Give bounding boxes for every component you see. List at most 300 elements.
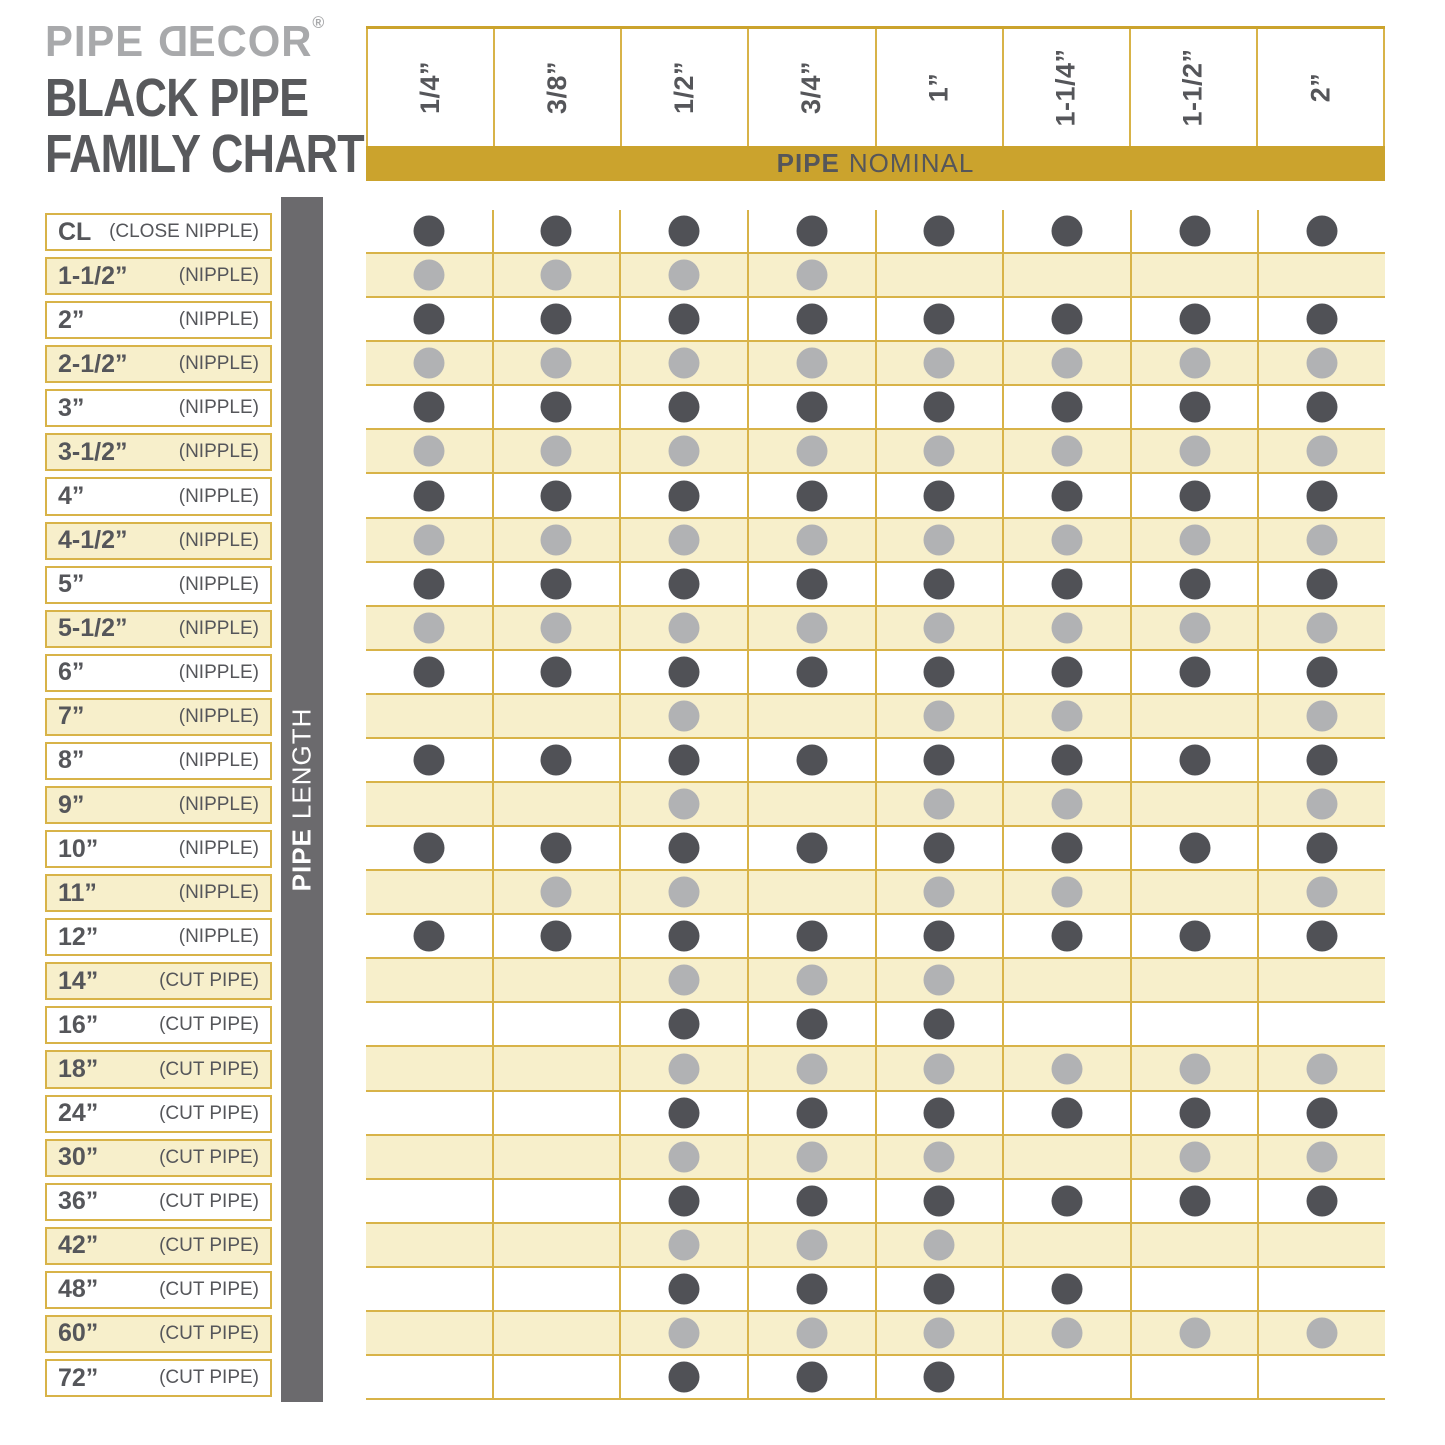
availability-dot bbox=[669, 1317, 700, 1348]
availability-dot bbox=[413, 833, 444, 864]
grid-cell-5-4 bbox=[877, 430, 1005, 472]
grid-cell-9-6 bbox=[1132, 607, 1260, 649]
row-kind-label: (NIPPLE) bbox=[178, 705, 259, 727]
grid-cell-24-6 bbox=[1132, 1268, 1260, 1310]
availability-dot bbox=[1307, 392, 1338, 423]
grid-cell-19-0 bbox=[366, 1047, 494, 1089]
row-length-label: 14” bbox=[58, 966, 99, 995]
row-kind-label: (CUT PIPE) bbox=[159, 1102, 259, 1124]
grid-cell-25-4 bbox=[877, 1312, 1005, 1354]
availability-dot bbox=[669, 833, 700, 864]
grid-row-12 bbox=[366, 739, 1385, 783]
grid-cell-22-4 bbox=[877, 1180, 1005, 1222]
row-label-slot bbox=[45, 1356, 272, 1400]
row-length-label: 12” bbox=[58, 922, 99, 951]
availability-dot bbox=[1051, 1053, 1082, 1084]
availability-dot bbox=[924, 392, 955, 423]
column-header-0 bbox=[366, 29, 493, 146]
grid-cell-11-0 bbox=[366, 695, 494, 737]
grid-cell-21-4 bbox=[877, 1136, 1005, 1178]
column-header-6 bbox=[1129, 29, 1256, 146]
availability-dot bbox=[669, 216, 700, 247]
row-label-slot bbox=[45, 474, 272, 518]
grid-cell-18-3 bbox=[749, 1003, 877, 1045]
row-label-slot bbox=[45, 342, 272, 386]
availability-dot bbox=[541, 744, 572, 775]
availability-dot bbox=[413, 480, 444, 511]
availability-dot bbox=[924, 612, 955, 643]
grid-cell-6-1 bbox=[494, 474, 622, 516]
grid-cell-20-4 bbox=[877, 1092, 1005, 1134]
row-length-label: 3-1/2” bbox=[58, 437, 128, 466]
grid-cell-18-1 bbox=[494, 1003, 622, 1045]
availability-dot bbox=[924, 1141, 955, 1172]
availability-dot bbox=[924, 304, 955, 335]
availability-dot bbox=[1051, 1185, 1082, 1216]
grid-row-13 bbox=[366, 783, 1385, 827]
availability-dot bbox=[1051, 1273, 1082, 1304]
availability-dot bbox=[1051, 216, 1082, 247]
availability-dot bbox=[924, 568, 955, 599]
grid-cell-25-6 bbox=[1132, 1312, 1260, 1354]
availability-dot bbox=[1307, 833, 1338, 864]
availability-dot bbox=[541, 260, 572, 291]
grid-cell-21-6 bbox=[1132, 1136, 1260, 1178]
grid-cell-23-6 bbox=[1132, 1224, 1260, 1266]
availability-dot bbox=[1051, 348, 1082, 379]
row-kind-label: (CUT PIPE) bbox=[159, 1146, 259, 1168]
availability-dot bbox=[1307, 568, 1338, 599]
row-label-slot bbox=[45, 783, 272, 827]
grid-cell-21-5 bbox=[1004, 1136, 1132, 1178]
row-label-slot bbox=[45, 871, 272, 915]
row-kind-label: (NIPPLE) bbox=[178, 794, 259, 816]
grid-row-15 bbox=[366, 871, 1385, 915]
row-length-label: 3” bbox=[58, 393, 85, 422]
grid-cell-24-3 bbox=[749, 1268, 877, 1310]
grid-cell-12-3 bbox=[749, 739, 877, 781]
grid-cell-2-7 bbox=[1259, 298, 1385, 340]
row-label-slot bbox=[45, 651, 272, 695]
availability-dot bbox=[541, 304, 572, 335]
row-label-23 bbox=[45, 1227, 272, 1265]
row-label-slot bbox=[45, 607, 272, 651]
availability-dot bbox=[1307, 877, 1338, 908]
grid-cell-22-5 bbox=[1004, 1180, 1132, 1222]
grid-row-14 bbox=[366, 827, 1385, 871]
row-length-label: 10” bbox=[58, 834, 99, 863]
availability-dot bbox=[1179, 216, 1210, 247]
grid-cell-2-4 bbox=[877, 298, 1005, 340]
pipe-nominal-band-bold: PIPE bbox=[776, 148, 840, 178]
brand-logo-mirrored-d: D bbox=[156, 17, 188, 66]
availability-dot bbox=[924, 744, 955, 775]
availability-dot bbox=[669, 789, 700, 820]
availability-dot bbox=[796, 304, 827, 335]
row-label-slot bbox=[45, 1136, 272, 1180]
grid-cell-5-1 bbox=[494, 430, 622, 472]
grid-cell-10-6 bbox=[1132, 651, 1260, 693]
grid-cell-3-5 bbox=[1004, 342, 1132, 384]
column-header-label: 2” bbox=[1304, 72, 1335, 103]
grid-row-19 bbox=[366, 1047, 1385, 1091]
grid-row-11 bbox=[366, 695, 1385, 739]
availability-dot bbox=[413, 304, 444, 335]
column-header-2 bbox=[620, 29, 747, 146]
grid-cell-7-2 bbox=[621, 519, 749, 561]
column-header-7 bbox=[1256, 29, 1385, 146]
row-label-5 bbox=[45, 433, 272, 471]
grid-cell-14-2 bbox=[621, 827, 749, 869]
grid-cell-18-4 bbox=[877, 1003, 1005, 1045]
availability-dot bbox=[1051, 700, 1082, 731]
brand-logo-text: PIPE bbox=[45, 17, 157, 66]
row-label-19 bbox=[45, 1050, 272, 1088]
row-kind-label: (NIPPLE) bbox=[178, 397, 259, 419]
grid-cell-7-1 bbox=[494, 519, 622, 561]
availability-dot bbox=[1307, 524, 1338, 555]
grid-cell-5-0 bbox=[366, 430, 494, 472]
availability-dot bbox=[796, 921, 827, 952]
row-label-slot bbox=[45, 915, 272, 959]
grid-cell-14-6 bbox=[1132, 827, 1260, 869]
grid-row-7 bbox=[366, 519, 1385, 563]
availability-dot bbox=[924, 480, 955, 511]
grid-cell-5-2 bbox=[621, 430, 749, 472]
availability-dot bbox=[541, 656, 572, 687]
row-label-25 bbox=[45, 1315, 272, 1353]
availability-dot bbox=[796, 1362, 827, 1393]
row-labels bbox=[45, 210, 272, 1400]
grid-cell-14-1 bbox=[494, 827, 622, 869]
grid-row-16 bbox=[366, 915, 1385, 959]
grid-cell-13-5 bbox=[1004, 783, 1132, 825]
grid-cell-20-7 bbox=[1259, 1092, 1385, 1134]
availability-dot bbox=[1051, 524, 1082, 555]
grid-cell-14-5 bbox=[1004, 827, 1132, 869]
row-kind-label: (NIPPLE) bbox=[178, 617, 259, 639]
availability-dot bbox=[796, 1009, 827, 1040]
grid-row-2 bbox=[366, 298, 1385, 342]
row-kind-label: (NIPPLE) bbox=[178, 265, 259, 287]
row-label-slot bbox=[45, 563, 272, 607]
grid-cell-12-0 bbox=[366, 739, 494, 781]
grid-cell-6-3 bbox=[749, 474, 877, 516]
grid-cell-21-1 bbox=[494, 1136, 622, 1178]
grid-cell-19-4 bbox=[877, 1047, 1005, 1089]
grid-cell-17-3 bbox=[749, 959, 877, 1001]
row-kind-label: (CUT PIPE) bbox=[159, 1190, 259, 1212]
grid-cell-8-3 bbox=[749, 563, 877, 605]
availability-dot bbox=[924, 833, 955, 864]
grid-cell-26-3 bbox=[749, 1356, 877, 1398]
availability-dot bbox=[669, 965, 700, 996]
grid-cell-14-0 bbox=[366, 827, 494, 869]
grid-cell-26-4 bbox=[877, 1356, 1005, 1398]
row-label-16 bbox=[45, 918, 272, 956]
grid-cell-18-6 bbox=[1132, 1003, 1260, 1045]
availability-dot bbox=[413, 568, 444, 599]
grid-cell-9-3 bbox=[749, 607, 877, 649]
pipe-length-regular: LENGTH bbox=[286, 707, 317, 820]
grid-cell-19-1 bbox=[494, 1047, 622, 1089]
grid-row-8 bbox=[366, 563, 1385, 607]
pipe-nominal-band bbox=[366, 146, 1385, 181]
row-label-4 bbox=[45, 389, 272, 427]
grid-cell-17-7 bbox=[1259, 959, 1385, 1001]
availability-dot bbox=[541, 877, 572, 908]
grid-row-0 bbox=[366, 210, 1385, 254]
availability-dot bbox=[1179, 833, 1210, 864]
grid-cell-4-1 bbox=[494, 386, 622, 428]
grid-cell-3-7 bbox=[1259, 342, 1385, 384]
column-header-label: 1-1/2” bbox=[1177, 48, 1208, 127]
availability-dot bbox=[1307, 1141, 1338, 1172]
row-kind-label: (NIPPLE) bbox=[178, 441, 259, 463]
availability-dot bbox=[669, 612, 700, 643]
grid-cell-6-0 bbox=[366, 474, 494, 516]
availability-dot bbox=[1307, 216, 1338, 247]
column-header-label: 1/4” bbox=[415, 60, 446, 115]
grid-cell-20-3 bbox=[749, 1092, 877, 1134]
availability-dot bbox=[1179, 1053, 1210, 1084]
row-kind-label: (NIPPLE) bbox=[178, 485, 259, 507]
grid-cell-7-5 bbox=[1004, 519, 1132, 561]
availability-dot bbox=[1051, 656, 1082, 687]
grid-cell-5-5 bbox=[1004, 430, 1132, 472]
row-label-24 bbox=[45, 1271, 272, 1309]
grid-cell-2-5 bbox=[1004, 298, 1132, 340]
availability-dot bbox=[796, 833, 827, 864]
availability-dot bbox=[669, 1141, 700, 1172]
grid-cell-11-6 bbox=[1132, 695, 1260, 737]
availability-dot bbox=[1051, 877, 1082, 908]
availability-dot bbox=[1051, 480, 1082, 511]
availability-dot bbox=[1307, 789, 1338, 820]
pipe-length-bar-text bbox=[287, 708, 318, 892]
grid-cell-25-1 bbox=[494, 1312, 622, 1354]
grid-cell-10-4 bbox=[877, 651, 1005, 693]
availability-dot bbox=[541, 568, 572, 599]
availability-dot bbox=[413, 348, 444, 379]
availability-dot bbox=[541, 216, 572, 247]
grid-cell-18-5 bbox=[1004, 1003, 1132, 1045]
availability-dot bbox=[924, 216, 955, 247]
availability-dot bbox=[924, 789, 955, 820]
availability-dot bbox=[1051, 568, 1082, 599]
availability-dot bbox=[1179, 348, 1210, 379]
grid-cell-0-2 bbox=[621, 210, 749, 252]
row-label-slot bbox=[45, 739, 272, 783]
grid-row-1 bbox=[366, 254, 1385, 298]
grid-cell-12-5 bbox=[1004, 739, 1132, 781]
availability-dot bbox=[541, 833, 572, 864]
availability-dot bbox=[413, 216, 444, 247]
availability-dot bbox=[1307, 1097, 1338, 1128]
availability-dot bbox=[541, 480, 572, 511]
grid-cell-17-2 bbox=[621, 959, 749, 1001]
row-length-label: 16” bbox=[58, 1010, 99, 1039]
availability-dot bbox=[796, 1273, 827, 1304]
grid-cell-0-6 bbox=[1132, 210, 1260, 252]
grid-cell-16-1 bbox=[494, 915, 622, 957]
row-length-label: 4-1/2” bbox=[58, 526, 128, 555]
availability-dot bbox=[1051, 304, 1082, 335]
availability-dot bbox=[1179, 304, 1210, 335]
row-label-slot bbox=[45, 430, 272, 474]
availability-dot bbox=[796, 1317, 827, 1348]
column-header-label: 3/8” bbox=[542, 60, 573, 115]
row-label-15 bbox=[45, 874, 272, 912]
availability-dot bbox=[1179, 524, 1210, 555]
grid-cell-4-6 bbox=[1132, 386, 1260, 428]
grid-cell-25-0 bbox=[366, 1312, 494, 1354]
availability-dot bbox=[541, 612, 572, 643]
availability-dot bbox=[1179, 656, 1210, 687]
availability-dot bbox=[1307, 480, 1338, 511]
grid-cell-7-3 bbox=[749, 519, 877, 561]
grid-cell-22-3 bbox=[749, 1180, 877, 1222]
grid-row-17 bbox=[366, 959, 1385, 1003]
grid-cell-1-1 bbox=[494, 254, 622, 296]
grid-cell-15-3 bbox=[749, 871, 877, 913]
grid-cell-15-6 bbox=[1132, 871, 1260, 913]
availability-dot bbox=[541, 921, 572, 952]
grid-cell-16-6 bbox=[1132, 915, 1260, 957]
grid-cell-20-6 bbox=[1132, 1092, 1260, 1134]
grid-row-22 bbox=[366, 1180, 1385, 1224]
grid-cell-2-3 bbox=[749, 298, 877, 340]
grid-row-3 bbox=[366, 342, 1385, 386]
availability-dot bbox=[1307, 744, 1338, 775]
grid-cell-16-7 bbox=[1259, 915, 1385, 957]
availability-dot bbox=[669, 348, 700, 379]
availability-dot bbox=[669, 1362, 700, 1393]
grid-cell-1-0 bbox=[366, 254, 494, 296]
grid-cell-8-5 bbox=[1004, 563, 1132, 605]
row-label-slot bbox=[45, 1092, 272, 1136]
grid-cell-14-3 bbox=[749, 827, 877, 869]
row-label-18 bbox=[45, 1006, 272, 1044]
grid-row-9 bbox=[366, 607, 1385, 651]
availability-dot bbox=[1179, 612, 1210, 643]
availability-dot bbox=[924, 1009, 955, 1040]
row-kind-label: (CUT PIPE) bbox=[159, 1322, 259, 1344]
availability-dot bbox=[1307, 436, 1338, 467]
availability-dot bbox=[924, 1097, 955, 1128]
grid-cell-9-0 bbox=[366, 607, 494, 649]
grid-cell-4-3 bbox=[749, 386, 877, 428]
grid-cell-4-4 bbox=[877, 386, 1005, 428]
availability-dot bbox=[796, 965, 827, 996]
availability-dot bbox=[669, 1185, 700, 1216]
grid-cell-24-1 bbox=[494, 1268, 622, 1310]
availability-dot bbox=[924, 1273, 955, 1304]
chart-title bbox=[45, 70, 364, 182]
grid-cell-8-6 bbox=[1132, 563, 1260, 605]
grid-cell-1-2 bbox=[621, 254, 749, 296]
grid-cell-13-3 bbox=[749, 783, 877, 825]
grid-cell-4-7 bbox=[1259, 386, 1385, 428]
row-label-slot bbox=[45, 298, 272, 342]
availability-dot bbox=[669, 436, 700, 467]
grid-cell-7-7 bbox=[1259, 519, 1385, 561]
grid-row-4 bbox=[366, 386, 1385, 430]
grid-cell-12-2 bbox=[621, 739, 749, 781]
grid-cell-1-6 bbox=[1132, 254, 1260, 296]
grid-cell-12-6 bbox=[1132, 739, 1260, 781]
row-kind-label: (CUT PIPE) bbox=[159, 1367, 259, 1389]
grid-row-24 bbox=[366, 1268, 1385, 1312]
grid-cell-7-6 bbox=[1132, 519, 1260, 561]
row-length-label: 42” bbox=[58, 1231, 99, 1260]
grid-cell-10-3 bbox=[749, 651, 877, 693]
grid-cell-23-5 bbox=[1004, 1224, 1132, 1266]
row-label-20 bbox=[45, 1095, 272, 1133]
row-label-slot bbox=[45, 386, 272, 430]
row-kind-label: (NIPPLE) bbox=[178, 926, 259, 948]
availability-dot bbox=[1051, 1097, 1082, 1128]
availability-dot bbox=[1307, 348, 1338, 379]
availability-dot bbox=[924, 1362, 955, 1393]
row-length-label: 1-1/2” bbox=[58, 261, 128, 290]
availability-dot bbox=[541, 348, 572, 379]
grid-cell-17-5 bbox=[1004, 959, 1132, 1001]
availability-dot bbox=[669, 1229, 700, 1260]
row-label-slot bbox=[45, 827, 272, 871]
row-label-10 bbox=[45, 654, 272, 692]
row-kind-label: (NIPPLE) bbox=[178, 838, 259, 860]
row-label-7 bbox=[45, 522, 272, 560]
chart-title-line1: BLACK PIPE bbox=[45, 68, 309, 128]
grid-row-23 bbox=[366, 1224, 1385, 1268]
grid-cell-24-4 bbox=[877, 1268, 1005, 1310]
row-length-label: 7” bbox=[58, 702, 85, 731]
availability-dot bbox=[796, 656, 827, 687]
availability-dot bbox=[924, 348, 955, 379]
availability-dot bbox=[669, 877, 700, 908]
row-kind-label: (CUT PIPE) bbox=[159, 1234, 259, 1256]
grid-row-26 bbox=[366, 1356, 1385, 1400]
grid-row-18 bbox=[366, 1003, 1385, 1047]
row-kind-label: (NIPPLE) bbox=[178, 661, 259, 683]
availability-dot bbox=[669, 1273, 700, 1304]
grid-cell-12-7 bbox=[1259, 739, 1385, 781]
chart-title-line2: FAMILY CHART bbox=[45, 124, 364, 184]
availability-dot bbox=[1179, 392, 1210, 423]
grid-cell-11-5 bbox=[1004, 695, 1132, 737]
grid-cell-22-1 bbox=[494, 1180, 622, 1222]
row-label-17 bbox=[45, 962, 272, 1000]
availability-dot bbox=[669, 392, 700, 423]
grid-cell-22-6 bbox=[1132, 1180, 1260, 1222]
availability-dot bbox=[924, 921, 955, 952]
grid-cell-19-5 bbox=[1004, 1047, 1132, 1089]
availability-dot bbox=[796, 744, 827, 775]
grid-cell-3-0 bbox=[366, 342, 494, 384]
grid-cell-10-0 bbox=[366, 651, 494, 693]
grid-cell-22-0 bbox=[366, 1180, 494, 1222]
availability-dot bbox=[796, 216, 827, 247]
grid-cell-13-4 bbox=[877, 783, 1005, 825]
row-length-label: 24” bbox=[58, 1099, 99, 1128]
availability-dot bbox=[796, 1097, 827, 1128]
grid-cell-6-7 bbox=[1259, 474, 1385, 516]
row-kind-label: (CLOSE NIPPLE) bbox=[109, 221, 259, 243]
grid-row-6 bbox=[366, 474, 1385, 518]
grid-cell-2-6 bbox=[1132, 298, 1260, 340]
brand-logo-rest: ECOR bbox=[187, 17, 313, 66]
